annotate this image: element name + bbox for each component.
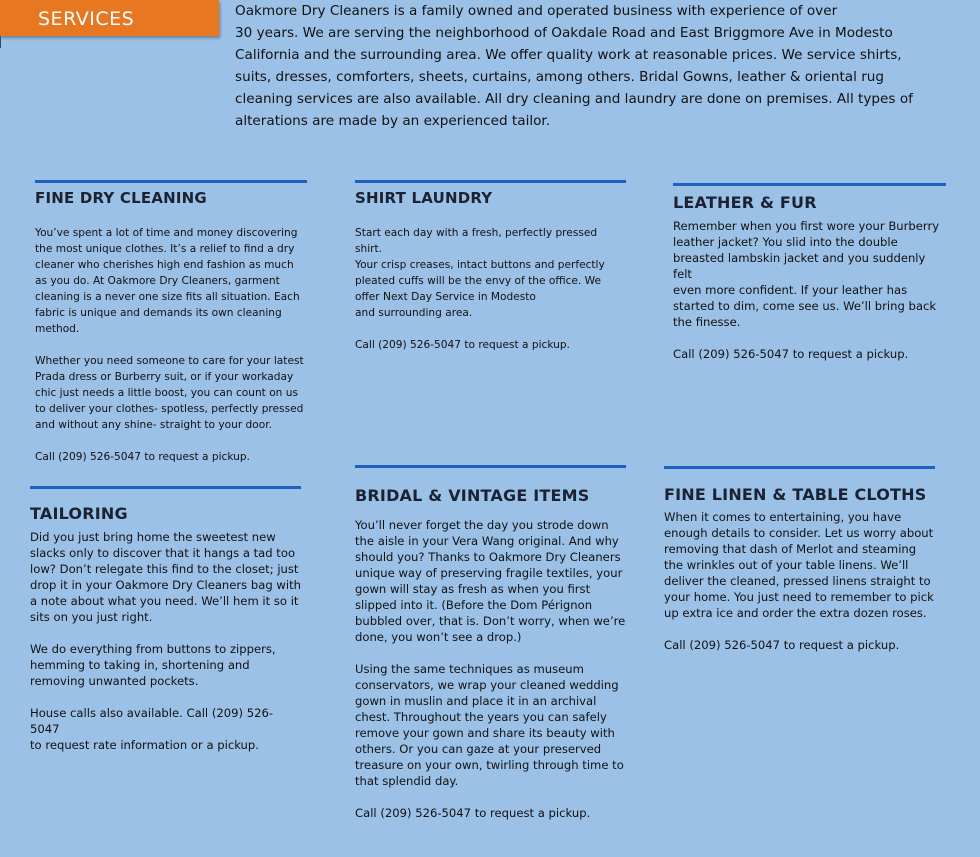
services-banner: SERVICES: [0, 0, 219, 36]
section-rule: [355, 465, 626, 468]
section-title: FINE DRY CLEANING: [35, 189, 207, 207]
section-paragraph: We do everything from buttons to zippers, hemming to taking in, shortening and removing unwanted pockets.: [30, 642, 276, 688]
section-rule: [35, 180, 307, 183]
section-title: FINE LINEN & TABLE CLOTHS: [664, 485, 927, 504]
section-paragraph: You’ve spent a lot of time and money discovering the most unique clothes. It’s a relief to find a dry cleaner who cherishes high end fashion as much as you do. At Oakmore Dry Cleaners, garment cleaning is a never one size fits all situation. Each fabric is unique and demands its own cleaning method.: [35, 227, 300, 335]
section-shirt-laundry: [355, 180, 626, 353]
section-rule: [664, 466, 935, 469]
divider: [0, 36, 1, 48]
section-rule: [355, 180, 626, 183]
section-paragraph: Using the same techniques as museum conservators, we wrap your cleaned wedding gown in muslin and place it in an archival chest. Throughout the years you can safely remove your gown and share its beauty with others. Or you can gaze at your preserved treasure on your own, twirling through time to that splendid day.: [355, 662, 624, 788]
intro-paragraph: Oakmore Dry Cleaners is a family owned and operated business with experience of over 30 years. We are serving the neighborhood of Oakdale Road and East Briggmore Ave in Modesto California and the surrounding area. We offer quality work at reasonable prices. We service shirts, suits, dresses, comforters, sheets, curtains, among others. Bridal Gowns, leather & oriental rug cleaning services are also available. All dry cleaning and laundry are done on premises. All types of alterations are made by an experienced tailor.: [235, 3, 913, 129]
section-fine-linen: [664, 466, 935, 653]
section-title: TAILORING: [30, 504, 128, 523]
section-fine-dry-cleaning: [35, 180, 307, 465]
section-paragraph: House calls also available. Call (209) 526-5047 to request rate information or a pickup.: [30, 706, 274, 752]
section-paragraph: Whether you need someone to care for your latest Prada dress or Burberry suit, or if your workaday chic just needs a little boost, you can count on us to deliver your clothes- spotless, perfectly pressed and without any shine- straight to your door.: [35, 355, 304, 431]
section-paragraph: Did you just bring home the sweetest new slacks only to discover that it hangs a tad too low? Don’t relegate this find to the closet; just drop it in your Oakmore Dry Cleaners bag with a note about what you need. We’ll hem it so it sits on you just right.: [30, 530, 302, 624]
section-paragraph: When it comes to entertaining, you have enough details to consider. Let us worry about removing that dash of Merlot and steaming the wrinkles out of your table linens. We’ll deliver the cleaned, pressed linens straight to your home. You just need to remember to pick up extra ice and order the extra dozen roses.: [664, 510, 934, 620]
section-rule: [30, 486, 301, 489]
section-paragraph: Call (209) 526-5047 to request a pickup.: [355, 806, 591, 820]
section-title: SHIRT LAUNDRY: [355, 189, 493, 207]
section-bridal-vintage: [355, 465, 626, 821]
section-leather-fur: [673, 183, 946, 362]
section-paragraph: Call (209) 526-5047 to request a pickup.: [355, 339, 570, 351]
section-title: BRIDAL & VINTAGE ITEMS: [355, 486, 590, 505]
section-paragraph: Call (209) 526-5047 to request a pickup.: [664, 638, 900, 652]
section-paragraph: Call (209) 526-5047 to request a pickup.: [673, 347, 909, 361]
section-tailoring: [30, 486, 301, 753]
section-paragraph: Start each day with a fresh, perfectly pressed shirt. Your crisp creases, intact buttons and perfectly pleated cuffs will be the envy of the office. We offer Next Day Service in Modesto and surrounding area.: [355, 227, 605, 319]
section-paragraph: Call (209) 526-5047 to request a pickup.: [35, 451, 250, 463]
section-rule: [673, 183, 946, 186]
section-paragraph: You’ll never forget the day you strode down the aisle in your Vera Wang original. And why should you? Thanks to Oakmore Dry Cleaners unique way of preserving fragile textiles, your gown will stay as fresh as when you first slipped into it. (Before the Dom Pérignon bubbled over, that is. Don’t worry, when we’re done, you won’t see a drop.): [355, 518, 626, 644]
section-title: LEATHER & FUR: [673, 193, 817, 212]
section-paragraph: Remember when you first wore your Burberry leather jacket? You slid into the double breasted lambskin jacket and you suddenly felt even more confident. If your leather has started to dim, come see us. We’ll bring back the finesse.: [673, 219, 940, 329]
